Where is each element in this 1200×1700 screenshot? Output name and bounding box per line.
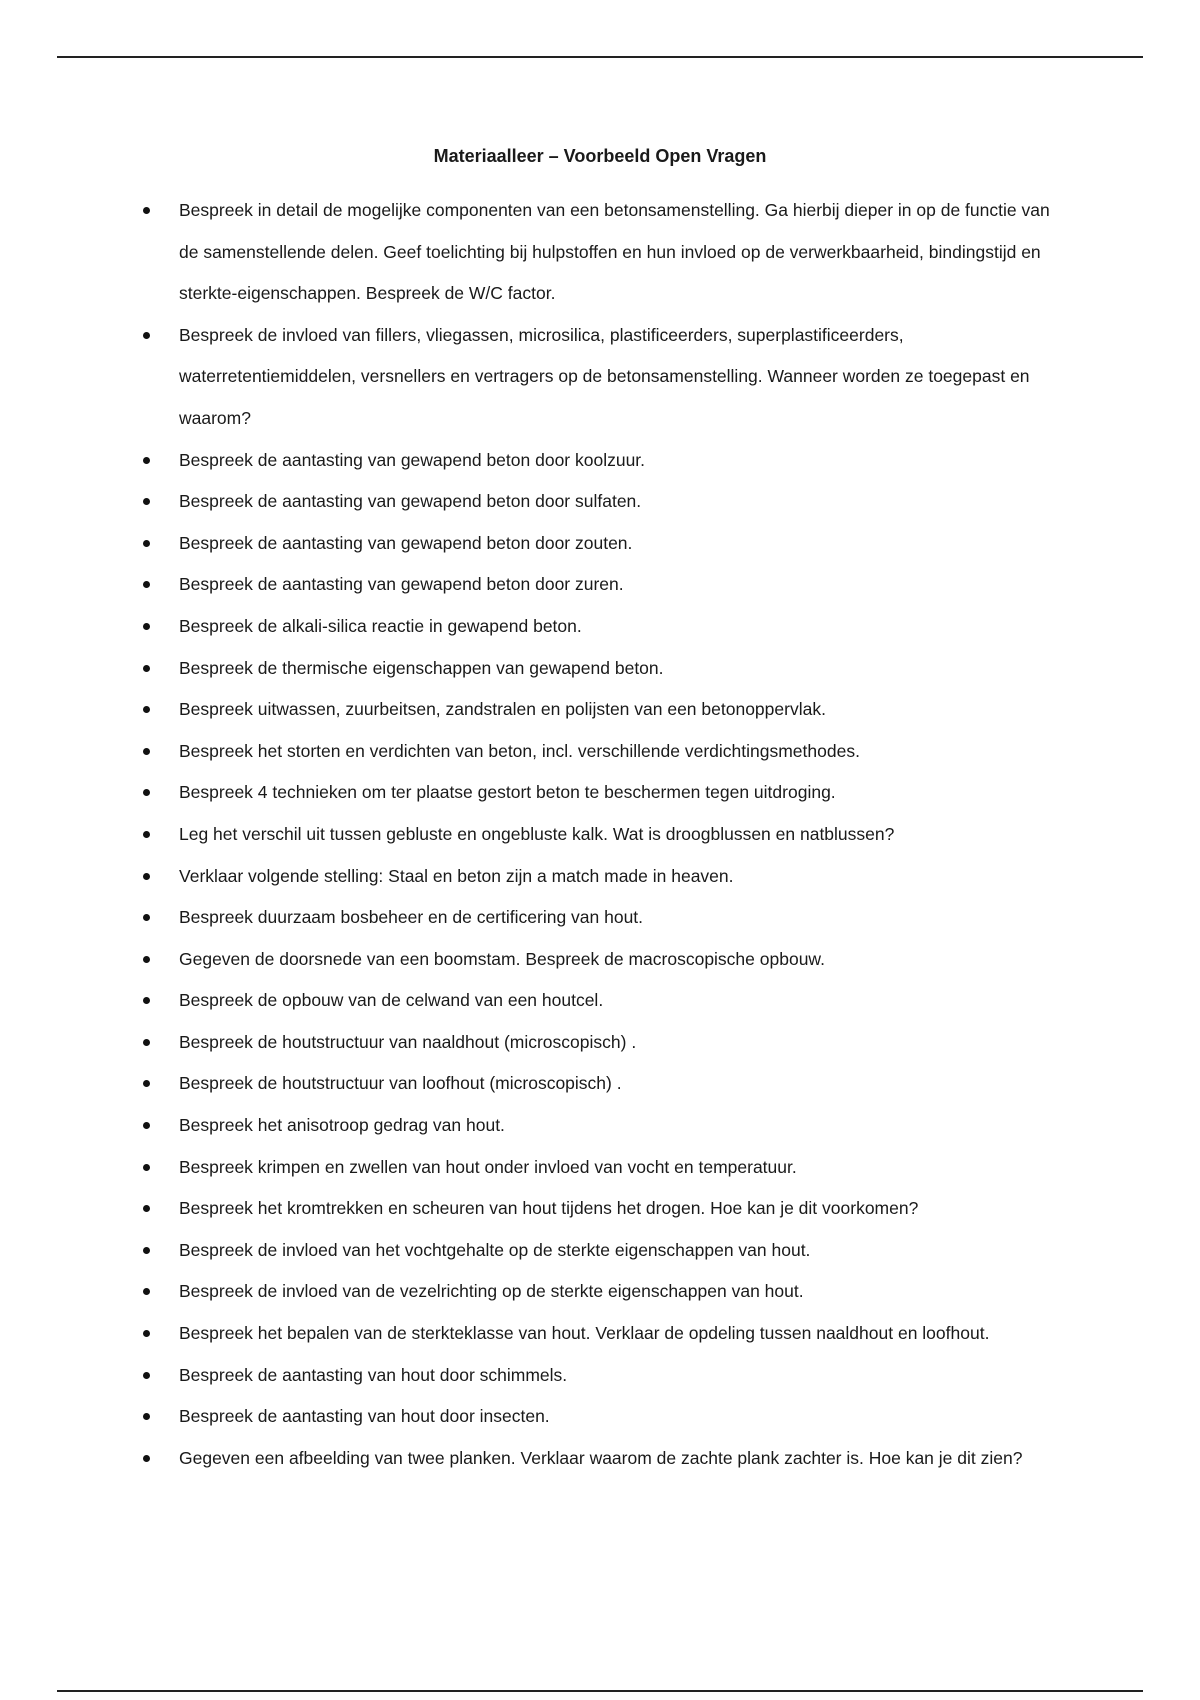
question-text: Bespreek de opbouw van de celwand van een houtcel. (179, 990, 604, 1011)
question-text: Bespreek het anisotroop gedrag van hout. (179, 1115, 505, 1136)
list-item (140, 689, 1060, 731)
bullet-icon (143, 207, 150, 214)
question-text: Bespreek de invloed van fillers, vliegassen, microsilica, plastificeerders, superplastificeerders, waterretentiemiddelen, versnellers en vertragers op de betonsamenstelling. Wanneer worden ze toegepast en waarom? (179, 324, 1030, 428)
list-item (140, 1313, 1060, 1355)
question-text: Bespreek in detail de mogelijke componenten van een betonsamenstelling. Ga hierbij dieper in op de functie van de samenstellende delen. Geef toelichting bij hulpstoffen en hun invloed op de verwerkbaarheid, bindingstijd en sterkte-eigenschappen. Bespreek de W/C factor. (179, 200, 1050, 304)
bullet-icon (143, 1080, 150, 1087)
bullet-icon (143, 1205, 150, 1212)
list-item (140, 1105, 1060, 1147)
list-item (140, 1230, 1060, 1272)
question-text: Bespreek uitwassen, zuurbeitsen, zandstralen en polijsten van een betonoppervlak. (179, 699, 826, 720)
list-item (140, 1022, 1060, 1064)
question-text: Bespreek het storten en verdichten van beton, incl. verschillende verdichtingsmethodes. (179, 740, 860, 761)
bullet-icon (143, 831, 150, 838)
bullet-icon (143, 1288, 150, 1295)
question-list (140, 190, 1060, 1479)
document-title: Materiaalleer – Voorbeeld Open Vragen (433, 146, 767, 166)
list-item (140, 564, 1060, 606)
question-text: Bespreek de aantasting van hout door insecten. (179, 1406, 550, 1427)
question-text: Leg het verschil uit tussen gebluste en ongebluste kalk. Wat is droogblussen en natblussen? (179, 823, 895, 844)
footer-rule (57, 1690, 1143, 1692)
question-text: Gegeven een afbeelding van twee planken. Verklaar waarom de zachte plank zachter is. Hoe kan je dit zien? (179, 1447, 1023, 1468)
question-text: Bespreek duurzaam bosbeheer en de certificering van hout. (179, 907, 644, 928)
bullet-icon (143, 873, 150, 880)
question-text: Bespreek 4 technieken om ter plaatse gestort beton te beschermen tegen uitdroging. (179, 782, 836, 803)
list-item (140, 523, 1060, 565)
bullet-icon (143, 997, 150, 1004)
question-text: Bespreek de thermische eigenschappen van gewapend beton. (179, 657, 664, 678)
list-item (140, 1355, 1060, 1397)
bullet-icon (143, 1122, 150, 1129)
bullet-icon (143, 1372, 150, 1379)
list-item (140, 1147, 1060, 1189)
list-item (140, 606, 1060, 648)
list-item (140, 897, 1060, 939)
list-item (140, 731, 1060, 773)
bullet-icon (143, 914, 150, 921)
question-text: Bespreek de houtstructuur van loofhout (microscopisch) . (179, 1073, 622, 1094)
bullet-icon (143, 1039, 150, 1046)
bullet-icon (143, 498, 150, 505)
bullet-icon (143, 1164, 150, 1171)
list-item (140, 440, 1060, 482)
list-item (140, 1438, 1060, 1480)
header-rule (57, 56, 1143, 58)
list-item (140, 980, 1060, 1022)
question-text: Bespreek het bepalen van de sterkteklasse van hout. Verklaar de opdeling tussen naaldhout en loofhout. (179, 1323, 990, 1344)
question-text: Bespreek de aantasting van hout door schimmels. (179, 1364, 568, 1385)
list-item (140, 814, 1060, 856)
question-text: Bespreek de alkali-silica reactie in gewapend beton. (179, 615, 582, 636)
question-text: Bespreek het kromtrekken en scheuren van hout tijdens het drogen. Hoe kan je dit voorkomen? (179, 1198, 919, 1219)
bullet-icon (143, 540, 150, 547)
bullet-icon (143, 1247, 150, 1254)
list-item (140, 1063, 1060, 1105)
bullet-icon (143, 789, 150, 796)
list-item (140, 1188, 1060, 1230)
question-text: Bespreek de invloed van de vezelrichting op de sterkte eigenschappen van hout. (179, 1281, 804, 1302)
question-text: Gegeven de doorsnede van een boomstam. Bespreek de macroscopische opbouw. (179, 948, 825, 969)
list-item (140, 481, 1060, 523)
question-text: Bespreek de aantasting van gewapend beton door sulfaten. (179, 491, 642, 512)
bullet-icon (143, 332, 150, 339)
list-item (140, 772, 1060, 814)
list-item (140, 648, 1060, 690)
list-item (140, 190, 1060, 315)
bullet-icon (143, 706, 150, 713)
bullet-icon (143, 748, 150, 755)
bullet-icon (143, 1413, 150, 1420)
question-text: Bespreek de aantasting van gewapend beton door koolzuur. (179, 449, 646, 470)
question-text: Verklaar volgende stelling: Staal en beton zijn a match made in heaven. (179, 865, 734, 886)
question-text: Bespreek krimpen en zwellen van hout onder invloed van vocht en temperatuur. (179, 1156, 797, 1177)
list-item (140, 856, 1060, 898)
question-text: Bespreek de aantasting van gewapend beton door zouten. (179, 532, 633, 553)
bullet-icon (143, 1455, 150, 1462)
bullet-icon (143, 665, 150, 672)
bullet-icon (143, 623, 150, 630)
list-item (140, 1396, 1060, 1438)
bullet-icon (143, 581, 150, 588)
question-text: Bespreek de aantasting van gewapend beton door zuren. (179, 574, 624, 595)
question-text: Bespreek de invloed van het vochtgehalte op de sterkte eigenschappen van hout. (179, 1239, 811, 1260)
list-item (140, 1271, 1060, 1313)
bullet-icon (143, 1330, 150, 1337)
bullet-icon (143, 956, 150, 963)
bullet-icon (143, 457, 150, 464)
list-item (140, 315, 1060, 440)
question-text: Bespreek de houtstructuur van naaldhout (microscopisch) . (179, 1031, 637, 1052)
list-item (140, 939, 1060, 981)
